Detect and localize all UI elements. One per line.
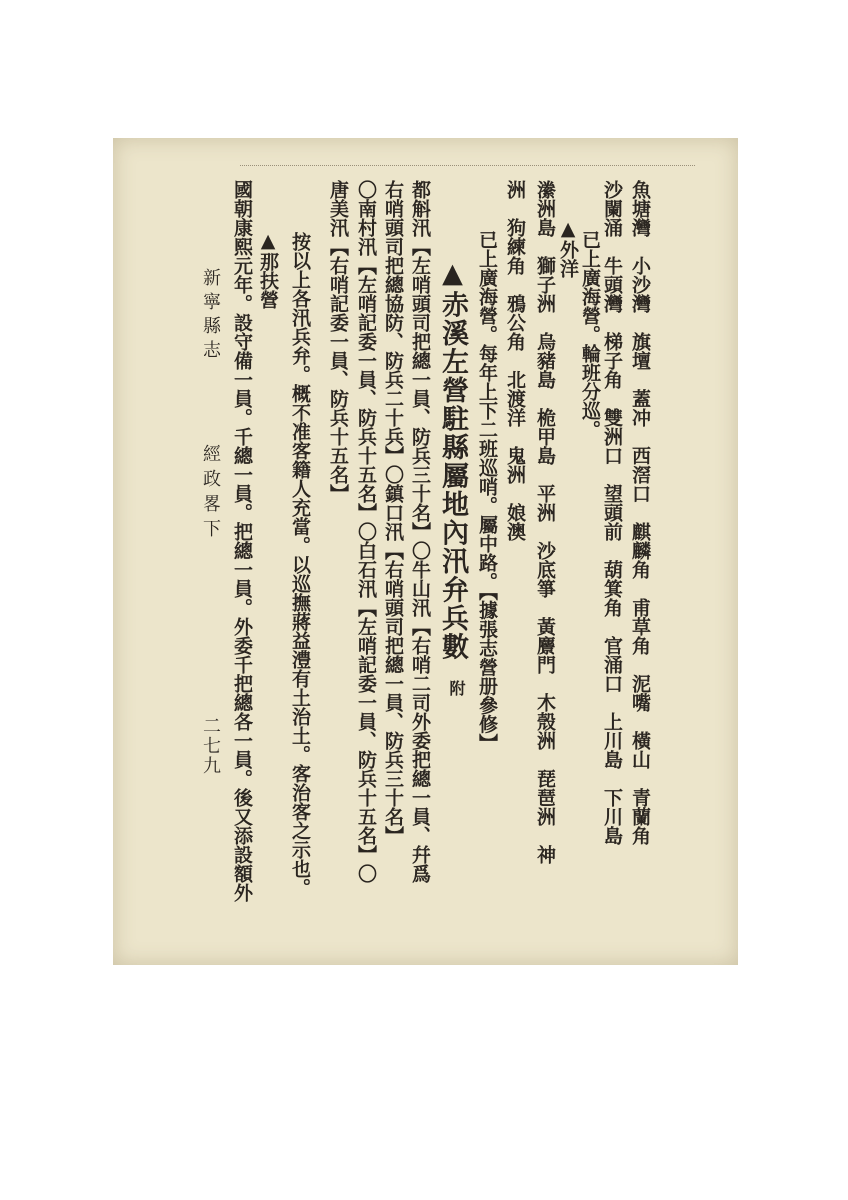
text-column-chixi-3: 〇南村汛【左哨記委一員、防兵十五名】〇白石汛【左哨記委一員、防兵十五名】〇 — [355, 180, 377, 883]
text-column-guanghai-1: 魚塘灣 小沙灣 旗壇 蓋冲 西滘口 麒麟角 甫草角 泥嘴 橫山 青蘭角 — [629, 180, 651, 845]
text-column-outer-sea-1: 潫洲島 獅子洲 烏豬島 桅甲島 平洲 沙底箏 黃麖門 木殼洲 琵琶洲 神 — [534, 180, 556, 864]
text-column-chixi-1: 都斛汛【左哨頭司把總一員、防兵三十名】〇牛山汛【右哨二司外委把總一員、幷爲 — [409, 180, 431, 883]
footer-chapter: 經政畧下 — [200, 444, 221, 544]
footer-page-number: 二七九 — [200, 716, 221, 776]
nafu-heading: ▲那扶營 — [257, 230, 279, 309]
text-column-chixi-4: 唐美汛【右哨記委一員、防兵十五名】 — [327, 180, 349, 503]
text-column-outer-sea-2: 洲 狗練角 鴉公角 北渡洋 鬼洲 娘澳 — [504, 180, 526, 541]
outer-sea-note: 已上廣海營。每年上下二班巡哨。屬中路。【據張志營册參修】 — [476, 230, 498, 753]
text-column-chixi-2: 右哨頭司把總協防、防兵二十兵】〇鎮口汛【右哨頭司把總一員、防兵三十名】 — [382, 180, 404, 845]
chixi-remark: 按以上各汛兵弁。概不准客籍人充當。以巡撫蔣益澧有土治土。客治客之示也。 — [289, 232, 311, 897]
text-column-guanghai-2: 沙闌涌 牛頭灣 梯子角 雙洲口 望頭前 葫箕角 官涌口 上川島 下川島 — [601, 180, 623, 845]
footer-book-title: 新寧縣志 — [200, 268, 221, 364]
section-heading-chixi: ▲赤溪左營駐縣屬地內汛弁兵數 — [437, 258, 468, 661]
top-border-rule — [240, 165, 695, 166]
outer-sea-heading: ▲外洋 — [557, 218, 579, 278]
text-column-nafu-1: 國朝康熙元年。設守備一員。千總一員。把總一員。外委千把總各一員。後又添設額外 — [231, 180, 253, 902]
section-heading-note: 附 — [447, 680, 466, 696]
guanghai-note: 已上廣海營。輪班分巡。 — [579, 230, 601, 439]
